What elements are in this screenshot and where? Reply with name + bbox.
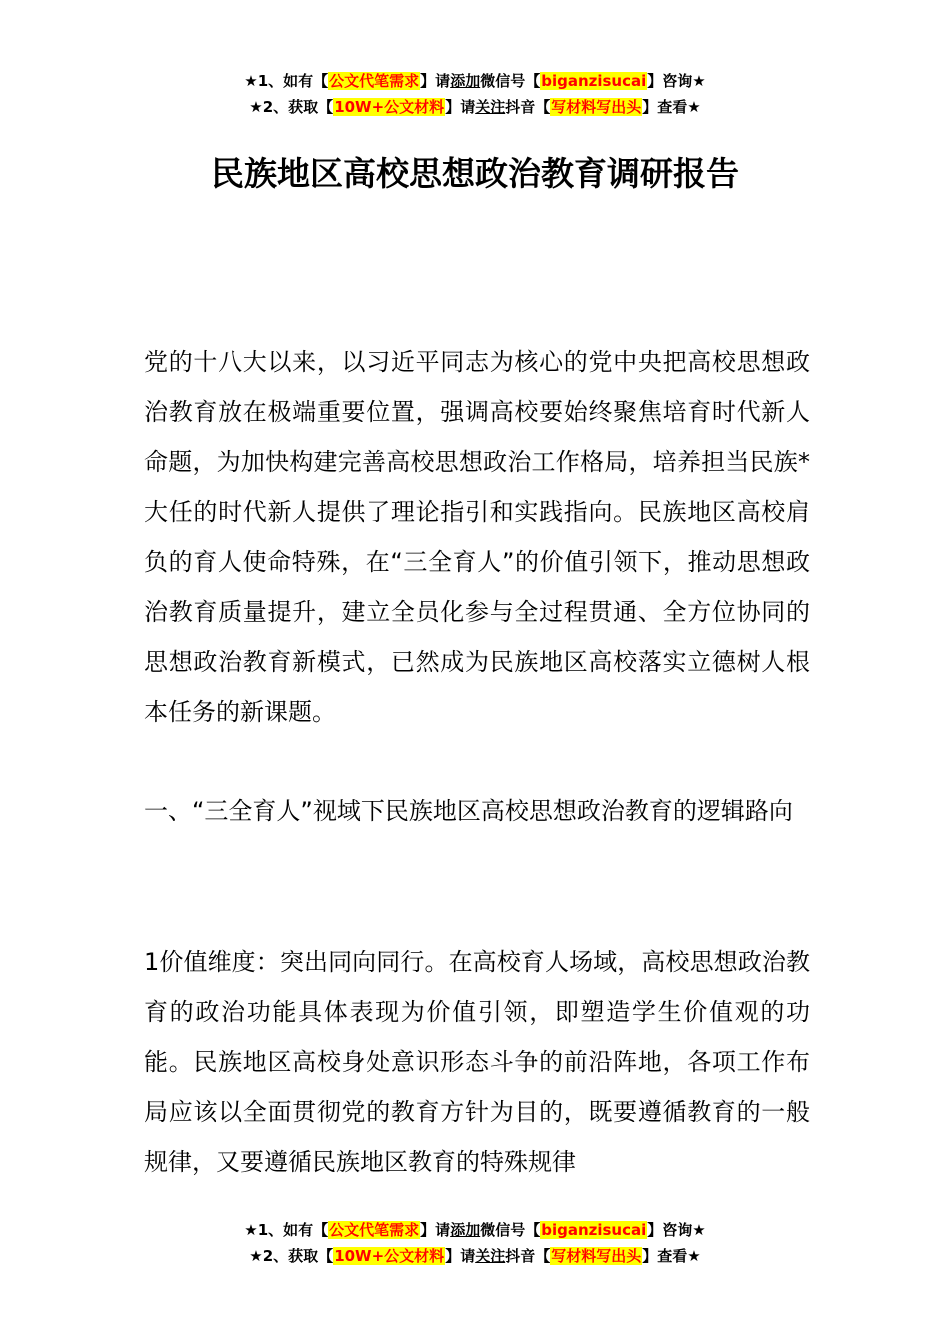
banner-text: ★2、获取【 <box>249 1247 334 1265</box>
banner-line-1 <box>0 68 950 94</box>
section-heading: 一、“三全育人”视域下民族地区高校思想政治教育的逻辑路向 <box>144 797 793 825</box>
highlight-wechat-id: biganzisucai <box>541 1221 647 1239</box>
highlight-materials: 10W+公文材料 <box>334 1247 445 1265</box>
banner-line-2 <box>0 94 950 120</box>
banner-text: 抖音【 <box>505 1247 551 1265</box>
banner-line-2 <box>0 1243 950 1269</box>
header-banner <box>0 68 950 120</box>
banner-text: ★2、获取【 <box>249 98 334 116</box>
highlight-douyin-account: 写材料写出头 <box>551 1247 642 1265</box>
highlight-service: 公文代笔需求 <box>329 72 420 90</box>
banner-text: 】请 <box>420 1221 451 1239</box>
banner-text: 】请 <box>445 98 476 116</box>
banner-text: 】请 <box>445 1247 476 1265</box>
banner-line-1 <box>0 1217 950 1243</box>
highlight-wechat-id: biganzisucai <box>541 72 647 90</box>
banner-text: ★1、如有【 <box>244 1221 329 1239</box>
highlight-service: 公文代笔需求 <box>329 1221 420 1239</box>
banner-text: 】咨询★ <box>647 1221 706 1239</box>
banner-emphasis: 关注 <box>475 98 506 116</box>
banner-text: 抖音【 <box>505 98 551 116</box>
banner-emphasis: 添加 <box>450 1221 481 1239</box>
banner-text: 】请 <box>420 72 451 90</box>
highlight-douyin-account: 写材料写出头 <box>551 98 642 116</box>
banner-text: ★1、如有【 <box>244 72 329 90</box>
highlight-materials: 10W+公文材料 <box>334 98 445 116</box>
document-title: 民族地区高校思想政治教育调研报告 <box>211 154 739 193</box>
paragraph-intro: 党的十八大以来，以习近平同志为核心的党中央把高校思想政治教育放在极端重要位置，强调高校要始终聚焦培育时代新人命题，为加快构建完善高校思想政治工作格局，培养担当民族*大任的时代新人提供了理论指引和实践指向。民族地区高校肩负的育人使命特殊，在“三全育人”的价值引领下，推动思想政治教育质量提升，建立全员化参与全过程贯通、全方位协同的思想政治教育新模式，已然成为民族地区高校落实立德树人根本任务的新课题。 <box>144 348 810 726</box>
banner-text: 】查看★ <box>642 1247 701 1265</box>
banner-text: 】咨询★ <box>647 72 706 90</box>
banner-text: 微信号【 <box>480 72 541 90</box>
banner-text: 微信号【 <box>480 1221 541 1239</box>
footer-banner <box>0 1217 950 1269</box>
banner-emphasis: 关注 <box>475 1247 506 1265</box>
banner-text: 】查看★ <box>642 98 701 116</box>
banner-emphasis: 添加 <box>450 72 481 90</box>
paragraph-value-dimension: 1价值维度：突出同向同行。在高校育人场域，高校思想政治教育的政治功能具体表现为价值引领，即塑造学生价值观的功能。民族地区高校身处意识形态斗争的前沿阵地，各项工作布局应该以全面贯彻党的教育方针为目的，既要遵循教育的一般规律，又要遵循民族地区教育的特殊规律 <box>144 948 810 1176</box>
